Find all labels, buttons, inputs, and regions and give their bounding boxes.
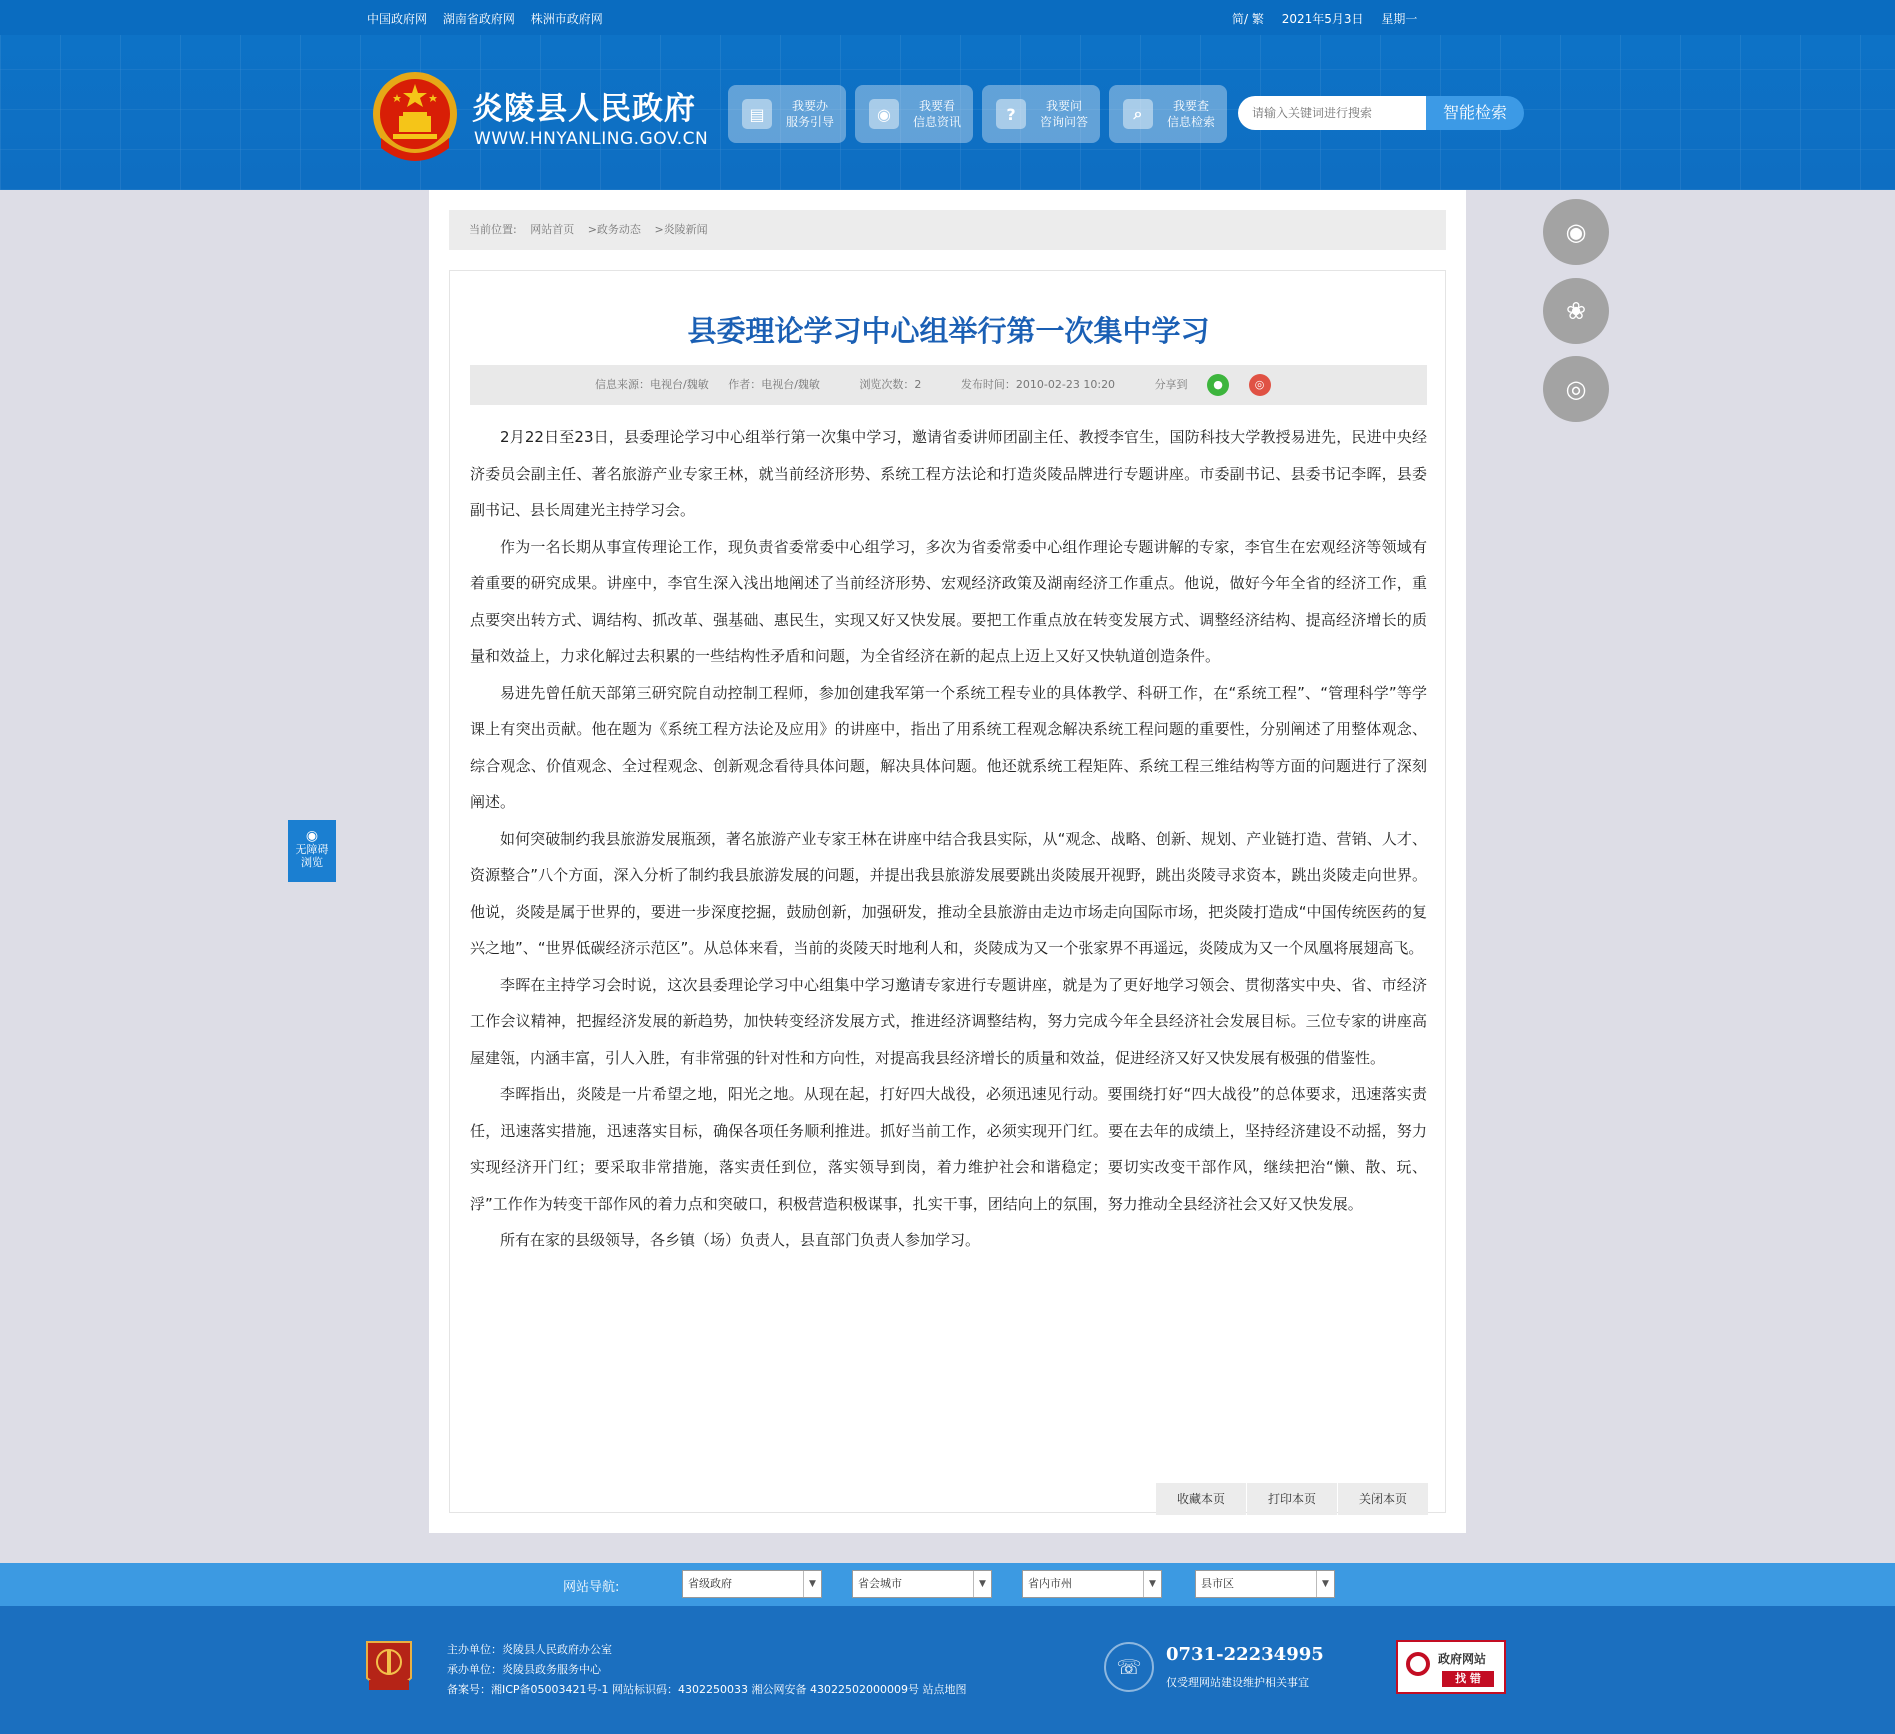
weibo-share-icon[interactable]: ◎ xyxy=(1249,374,1271,396)
chevron-down-icon: ▼ xyxy=(973,1571,991,1597)
document-icon: ▤ xyxy=(742,99,772,129)
nav-label: 我要看 xyxy=(919,99,956,113)
wechat-float-icon[interactable]: ❀ xyxy=(1543,278,1609,344)
nav-search-info[interactable] xyxy=(1109,85,1227,143)
access-label: 无障碍 xyxy=(295,843,329,856)
link-gov-cn[interactable]: 中国政府网 xyxy=(367,12,428,26)
footer-undertaker: 承办单位：炎陵县政务服务中心 xyxy=(447,1663,601,1676)
select-value: 省会城市 xyxy=(858,1577,902,1590)
weibo-float-icon[interactable]: ◎ xyxy=(1543,356,1609,422)
eye-float-icon[interactable]: ◉ xyxy=(1543,199,1609,265)
accessibility-button[interactable] xyxy=(288,820,336,882)
article-paragraph: 2月22日至23日，县委理论学习中心组举行第一次集中学习，邀请省委讲师团副主任、教授李官生，国防科技大学教授易进先，民进中央经济委员会副主任、著名旅游产业专家王林，就当前经济形势、系统工程方法论和打造炎陵品牌进行专题讲座。市委副书记、县委书记李晖，县委副书记、县长周建光主持学习会。 xyxy=(470,428,1427,519)
print-button[interactable]: 打印本页 xyxy=(1247,1483,1337,1515)
link-zhuzhou-gov[interactable]: 株洲市政府网 xyxy=(530,12,603,26)
chevron-down-icon: ▼ xyxy=(1143,1571,1161,1597)
findbug-title: 政府网站 xyxy=(1438,1652,1487,1666)
chevron-down-icon: ▼ xyxy=(1316,1571,1334,1597)
meta-views: 浏览次数：2 xyxy=(859,378,922,391)
current-date: 2021年5月3日 xyxy=(1281,12,1364,26)
article-paragraph: 易进先曾任航天部第三研究院自动控制工程师，参加创建我军第一个系统工程专业的具体教学、科研工作，在“系统工程”、“管理科学”等学课上有突出贡献。他在题为《系统工程方法论及应用》的讲座中，指出了用系统工程观念解决系统工程问题的重要性，分别阐述了用整体观念、综合观念、价值观念、全过程观念、创新观念看待具体问题，解决具体问题。他还就系统工程矩阵、系统工程三维结构等方面的问题进行了深刻阐述。 xyxy=(470,683,1427,811)
nav-information[interactable] xyxy=(855,85,973,143)
top-links xyxy=(367,10,615,27)
search-button[interactable]: 智能检索 xyxy=(1426,96,1524,130)
article-paragraph: 所有在家的县级领导，各乡镇（场）负责人，县直部门负责人参加学习。 xyxy=(500,1231,981,1249)
select-value: 县市区 xyxy=(1201,1577,1234,1590)
magnifier-icon xyxy=(1406,1652,1430,1676)
footer-phone: 0731-22234995 xyxy=(1166,1644,1324,1665)
select-county[interactable] xyxy=(1195,1570,1335,1598)
meta-source: 信息来源：电视台/魏敏 xyxy=(595,378,709,391)
top-bar xyxy=(0,0,1895,35)
search-input[interactable] xyxy=(1238,96,1426,130)
nav-sublabel: 服务引导 xyxy=(786,115,835,129)
link-hunan-gov[interactable]: 湖南省政府网 xyxy=(442,12,515,26)
site-title: 炎陵县人民政府 xyxy=(472,91,696,127)
question-icon: ? xyxy=(996,99,1026,129)
breadcrumb-yanling[interactable]: >炎陵新闻 xyxy=(654,223,708,236)
footer-phone-note: 仅受理网站建设维护相关事宜 xyxy=(1166,1676,1309,1689)
article xyxy=(449,270,1446,1513)
article-title: 县委理论学习中心组举行第一次集中学习 xyxy=(687,314,1210,348)
language-switch[interactable]: 简/ 繁 xyxy=(1232,12,1264,26)
footer-record[interactable]: 备案号：湘ICP备05003421号-1 网站标识码：4302250033 湘公网安备 43022502000009号 站点地图 xyxy=(447,1683,967,1696)
national-emblem-icon xyxy=(367,68,463,168)
eye-icon: ◉ xyxy=(869,99,899,129)
select-value: 省级政府 xyxy=(688,1577,732,1590)
select-provincial-gov[interactable] xyxy=(682,1570,822,1598)
top-right-info xyxy=(1232,10,1431,27)
nav-sublabel: 信息检索 xyxy=(1167,115,1216,129)
article-paragraph: 如何突破制约我县旅游发展瓶颈，著名旅游产业专家王林在讲座中结合我县实际，从“观念、战略、创新、规划、产业链打造、营销、人才、资源整合”八个方面，深入分析了制约我县旅游发展的问题，并提出我县旅游发展要跳出炎陵展开视野，跳出炎陵寻求资本，跳出炎陵走向世界。他说，炎陵是属于世界的，要进一步深度挖掘，鼓励创新，加强研发，推动全县旅游由走边市场走向国际市场，把炎陵打造成“中国传统医药的复兴之地”、“世界低碳经济示范区”。从总体来看，当前的炎陵天时地利人和，炎陵成为又一个张家界不再遥远，炎陵成为又一个凤凰将展翅高飞。 xyxy=(470,829,1427,957)
bookmark-button[interactable]: 收藏本页 xyxy=(1156,1483,1246,1515)
phone-icon: ☏ xyxy=(1104,1642,1154,1692)
footer-info xyxy=(447,1640,966,1700)
meta-author: 作者：电视台/魏敏 xyxy=(728,378,820,391)
breadcrumb xyxy=(449,210,1446,250)
article-meta xyxy=(470,365,1427,405)
gov-site-find-error-badge[interactable] xyxy=(1396,1640,1506,1694)
article-paragraph: 李晖指出，炎陵是一片希望之地，阳光之地。从现在起，打好四大战役，必须迅速见行动。要围绕打好“四大战役”的总体要求，迅速落实责任，迅速落实措施，迅速落实目标，确保各项任务顺利推进。抓好当前工作，必须实现开门红。要在去年的成绩上，坚持经济建设不动摇，努力实现经济开门红；要采取非常措施，落实责任到位，落实领导到岗，着力维护社会和谐稳定；要切实改变干部作风，继续把治“懒、散、玩、浮”工作作为转变干部作风的着力点和突破口，积极营造积极谋事，扎实干事，团结向上的氛围，努力推动全县经济社会又好又快发展。 xyxy=(470,1085,1427,1213)
nav-label: 我要问 xyxy=(1046,99,1083,113)
eye-icon: ◉ xyxy=(305,828,319,844)
footer xyxy=(0,1606,1895,1734)
footnav-label: 网站导航: xyxy=(563,1580,620,1595)
close-page-button[interactable]: 关闭本页 xyxy=(1338,1483,1428,1515)
access-sublabel: 浏览 xyxy=(301,856,323,869)
breadcrumb-home[interactable]: 网站首页 xyxy=(530,223,575,236)
select-value: 省内市州 xyxy=(1028,1577,1072,1590)
nav-label: 我要办 xyxy=(792,99,829,113)
meta-time: 发布时间：2010-02-23 10:20 xyxy=(960,378,1116,391)
article-paragraph: 李晖在主持学习会时说，这次县委理论学习中心组集中学习邀请专家进行专题讲座，就是为了更好地学习领会、贯彻落实中央、省、市经济工作会议精神，把握经济发展的新趋势，加快转变经济发展方式，推进经济调整结构，努力完成今年全县经济社会发展目标。三位专家的讲座高屋建瓴，内涵丰富，引人入胜，有非常强的针对性和方向性，对提高我县经济增长的质量和效益，促进经济又好又快发展有极强的借鉴性。 xyxy=(470,975,1427,1067)
header xyxy=(0,35,1895,190)
party-gov-badge-icon[interactable] xyxy=(363,1638,415,1698)
main-content xyxy=(429,190,1466,1533)
nav-consult[interactable] xyxy=(982,85,1100,143)
article-paragraph: 作为一名长期从事宣传理论工作，现负责省委常委中心组学习，多次为省委常委中心组作理论专题讲解的专家，李官生在宏观经济等领域有着重要的研究成果。讲座中，李官生深入浅出地阐述了当前经济形势、宏观经济政策及湖南经济工作重点。他说，做好今年全省的经济工作，重点要突出转方式、调结构、抓改革、强基础、惠民生，实现又好又快发展。要把工作重点放在转变发展方式、调整经济结构、提高经济增长的质量和效益上，力求化解过去积累的一些结构性矛盾和问题，为全省经济在新的起点上迈上又好又快轨道创造条件。 xyxy=(470,537,1427,665)
nav-service-guide[interactable] xyxy=(728,85,846,143)
chevron-down-icon: ▼ xyxy=(803,1571,821,1597)
nav-sublabel: 信息资讯 xyxy=(913,115,962,129)
select-provincial-capital[interactable] xyxy=(852,1570,992,1598)
select-city[interactable] xyxy=(1022,1570,1162,1598)
meta-share-label: 分享到 xyxy=(1154,378,1188,391)
article-actions xyxy=(1155,1483,1428,1515)
nav-sublabel: 咨询问答 xyxy=(1040,115,1089,129)
search-icon: ⌕ xyxy=(1123,99,1153,129)
footer-host: 主办单位：炎陵县人民政府办公室 xyxy=(447,1643,612,1656)
wechat-share-icon[interactable]: ● xyxy=(1207,374,1229,396)
breadcrumb-news[interactable]: >政务动态 xyxy=(587,223,641,236)
breadcrumb-label: 当前位置: xyxy=(469,223,517,236)
site-domain: WWW.HNYANLING.GOV.CN xyxy=(474,129,709,149)
weekday: 星期一 xyxy=(1381,12,1418,26)
findbug-label: 找 错 xyxy=(1442,1671,1494,1687)
article-body xyxy=(470,419,1427,1259)
nav-label: 我要查 xyxy=(1173,99,1210,113)
footer-navigation xyxy=(0,1563,1895,1606)
